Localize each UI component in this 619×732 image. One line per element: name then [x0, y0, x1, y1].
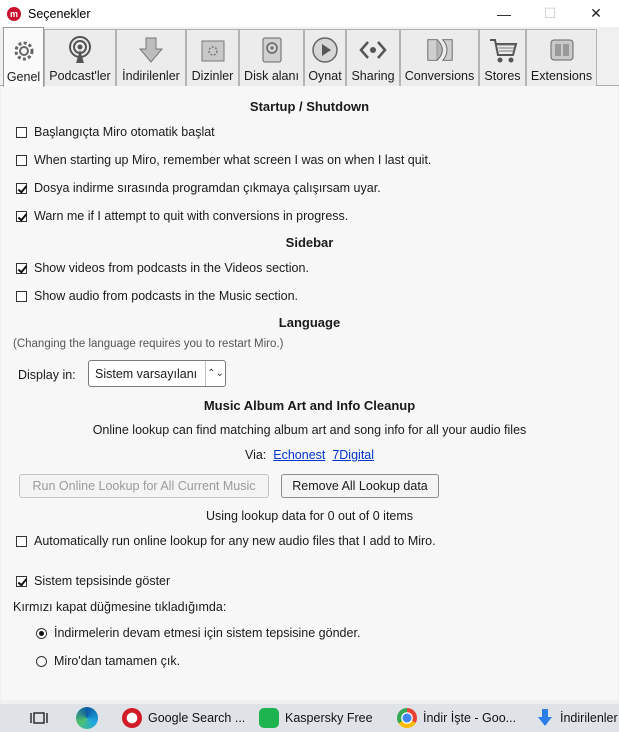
chrome-icon [397, 708, 417, 728]
show-tray-option[interactable] [16, 574, 170, 588]
cart-icon [488, 35, 518, 65]
general-preferences-panel [1, 86, 618, 700]
taskbar-item-label: Google Search ... [148, 711, 246, 725]
7digital-link[interactable]: 7Digital [332, 448, 375, 462]
show-audio-checkbox[interactable] [16, 291, 27, 302]
edge-taskbar-button[interactable] [76, 704, 104, 732]
remember-screen-option[interactable] [16, 153, 431, 167]
window-title: Seçenekler [28, 6, 91, 21]
play-icon [310, 35, 340, 65]
close-button[interactable]: ✕ [590, 5, 602, 21]
taskbar-item-label: Kaspersky Free [285, 711, 373, 725]
tab-folders[interactable] [186, 29, 239, 86]
via-row [1, 448, 618, 462]
close-behavior-row [13, 600, 226, 614]
lookup-status: Using lookup data for 0 out of 0 items [205, 509, 414, 523]
preferences-tab-bar [0, 27, 619, 86]
tab-downloads[interactable] [116, 29, 186, 86]
folder-icon [198, 35, 228, 65]
tab-label: İndirilenler [122, 69, 180, 83]
startup-section-title: Startup / Shutdown [249, 99, 370, 114]
send-to-tray-label: İndirmelerin devam etmesi için sistem tepsisine gönder. [54, 626, 361, 640]
via-label: Via: [244, 448, 267, 462]
tab-label: Genel [6, 70, 41, 84]
downloads-folder-icon [536, 708, 554, 728]
autostart-checkbox[interactable] [16, 127, 27, 138]
tab-stores[interactable] [479, 29, 526, 86]
sidebar-section-title: Sidebar [285, 235, 334, 250]
sharing-icon [358, 35, 388, 65]
album-art-description: Online lookup can find matching album art and song info for all your audio files [92, 423, 527, 437]
taskbar-item-kaspersky[interactable] [259, 704, 373, 732]
show-videos-label: Show videos from podcasts in the Videos section. [34, 261, 309, 275]
tab-label: Sharing [351, 69, 395, 83]
run-online-lookup-button[interactable]: Run Online Lookup for All Current Music [19, 474, 269, 498]
opera-icon [122, 708, 142, 728]
task-view-icon [30, 710, 48, 726]
select-arrows-icon: ⌃⌄ [205, 361, 225, 386]
remember-screen-checkbox[interactable] [16, 155, 27, 166]
edge-icon [76, 707, 98, 729]
tab-label: Dizinler [191, 69, 234, 83]
display-in-label: Display in: [18, 368, 76, 382]
show-tray-checkbox[interactable] [16, 576, 27, 587]
tab-label: Conversions [404, 69, 475, 83]
warn-downloads-checkbox[interactable] [16, 183, 27, 194]
miro-logo-icon: m [7, 7, 21, 21]
tab-extensions[interactable] [526, 29, 597, 86]
language-selected-value: Sistem varsayılanı [95, 366, 198, 381]
minimize-button[interactable]: — [497, 5, 511, 22]
language-select[interactable] [88, 360, 226, 387]
windows-taskbar [0, 704, 619, 732]
maximize-button[interactable]: ☐ [543, 5, 557, 21]
show-audio-option[interactable] [16, 289, 298, 303]
remove-lookup-data-button[interactable]: Remove All Lookup data [281, 474, 439, 498]
show-audio-label: Show audio from podcasts in the Music section. [34, 289, 299, 303]
taskbar-item-label: İndirilenler [560, 711, 618, 725]
send-to-tray-option[interactable] [36, 626, 360, 640]
tab-podcasts[interactable] [44, 29, 116, 86]
window-controls [481, 0, 619, 27]
autostart-option[interactable] [16, 125, 215, 139]
task-view-button[interactable] [30, 704, 48, 732]
quit-miro-radio[interactable] [36, 656, 47, 667]
show-videos-checkbox[interactable] [16, 263, 27, 274]
warn-conversions-label: Warn me if I attempt to quit with conversions in progress. [34, 209, 349, 223]
show-tray-label: Sistem tepsisinde göster [34, 574, 171, 588]
warn-downloads-option[interactable] [16, 181, 381, 195]
auto-lookup-checkbox[interactable] [16, 536, 27, 547]
language-section-title: Language [278, 315, 341, 330]
show-videos-option[interactable] [16, 261, 309, 275]
album-art-section-title: Music Album Art and Info Cleanup [203, 398, 416, 413]
echonest-link[interactable]: Echonest [273, 448, 326, 462]
quit-miro-option[interactable] [36, 654, 180, 668]
tab-conversions[interactable] [400, 29, 479, 86]
taskbar-item-downloads[interactable] [536, 704, 618, 732]
gear-icon [9, 36, 39, 66]
hard-disk-icon [257, 35, 287, 65]
download-arrow-icon [136, 35, 166, 65]
close-behavior-label: Kırmızı kapat düğmesine tıkladığımda: [13, 600, 227, 614]
taskbar-item-chrome[interactable] [397, 704, 516, 732]
taskbar-item-opera[interactable] [122, 704, 245, 732]
warn-conversions-checkbox[interactable] [16, 211, 27, 222]
warn-downloads-label: Dosya indirme sırasında programdan çıkmaya çalışırsam uyar. [34, 181, 381, 195]
auto-lookup-option[interactable] [16, 534, 436, 548]
tab-label: Extensions [530, 69, 593, 83]
remember-screen-label: When starting up Miro, remember what screen I was on when I last quit. [34, 153, 432, 167]
conversions-icon [425, 35, 455, 65]
display-in-row [18, 368, 76, 382]
podcast-icon [65, 35, 95, 65]
autostart-label: Başlangıçta Miro otomatik başlat [34, 125, 215, 139]
tab-sharing[interactable] [346, 29, 400, 86]
tab-label: Disk alanı [244, 69, 299, 83]
extensions-icon [547, 35, 577, 65]
send-to-tray-radio[interactable] [36, 628, 47, 639]
taskbar-item-label: İndir İşte - Goo... [423, 711, 517, 725]
tab-genel[interactable] [3, 27, 44, 87]
title-bar [0, 0, 619, 27]
auto-lookup-label: Automatically run online lookup for any new audio files that I add to Miro. [34, 534, 436, 548]
kaspersky-icon [259, 708, 279, 728]
tab-label: Stores [484, 69, 521, 83]
tab-playback[interactable] [304, 29, 346, 86]
tab-label: Podcast'ler [49, 69, 111, 83]
language-restart-note: (Changing the language requires you to restart Miro.) [13, 338, 284, 350]
warn-conversions-option[interactable] [16, 209, 348, 223]
quit-miro-label: Miro'dan tamamen çık. [54, 654, 181, 668]
tab-disk-space[interactable] [239, 29, 304, 86]
tab-label: Oynat [308, 69, 342, 83]
